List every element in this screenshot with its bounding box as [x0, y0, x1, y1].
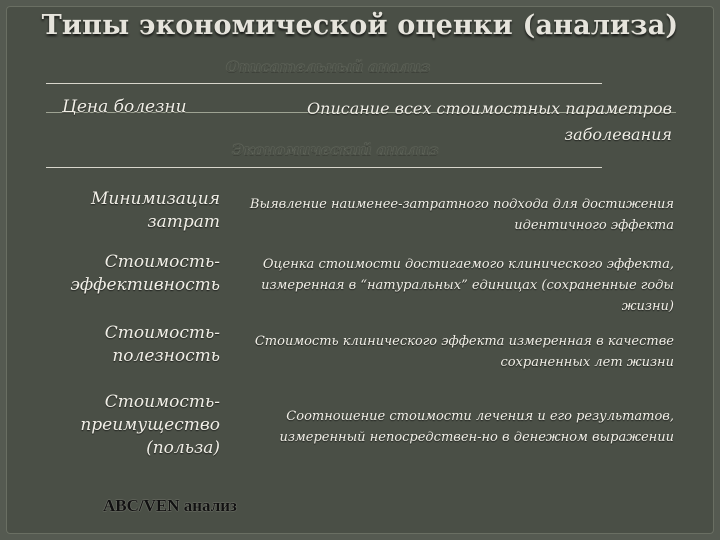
- row-label-cost-benefit: Стоимость-преимущество (польза): [80, 392, 220, 458]
- row-label-cost-effectiveness: Стоимость-эффективность: [70, 252, 220, 295]
- footer-abc-ven: АВС/VEN анализ: [103, 496, 237, 515]
- row-label-cost-utility: Стоимость-полезность: [104, 323, 220, 366]
- row-desc-cost-utility: Стоимость клинического эффекта измеренная в качестве сохраненных лет жизни: [254, 334, 674, 370]
- descriptive-heading: Описательный анализ: [226, 58, 431, 76]
- divider-top: [46, 83, 602, 84]
- row-label-cost-minimization: Минимизация затрат: [90, 189, 220, 232]
- slide-title: Типы экономической оценки (анализа): [41, 10, 679, 41]
- disease-cost-description-text: Описание всех стоимостных параметров заболевания: [307, 99, 672, 144]
- row-desc-cost-effectiveness: Оценка стоимости достигаемого клинического эффекта, измеренная в “натуральных” единицах (сохраненные годы жизни): [261, 257, 674, 314]
- divider-economic: [46, 167, 602, 168]
- row-desc-cost-minimization: Выявление наименее-затратного подхода для достижения идентичного эффекта: [249, 197, 674, 233]
- economic-heading: Экономический анализ: [232, 141, 439, 159]
- row-desc-cost-benefit: Соотношение стоимости лечения и его результатов, измеренный непосредствен-но в денежном выражении: [279, 409, 674, 445]
- disease-cost-label: Цена болезни: [62, 97, 187, 117]
